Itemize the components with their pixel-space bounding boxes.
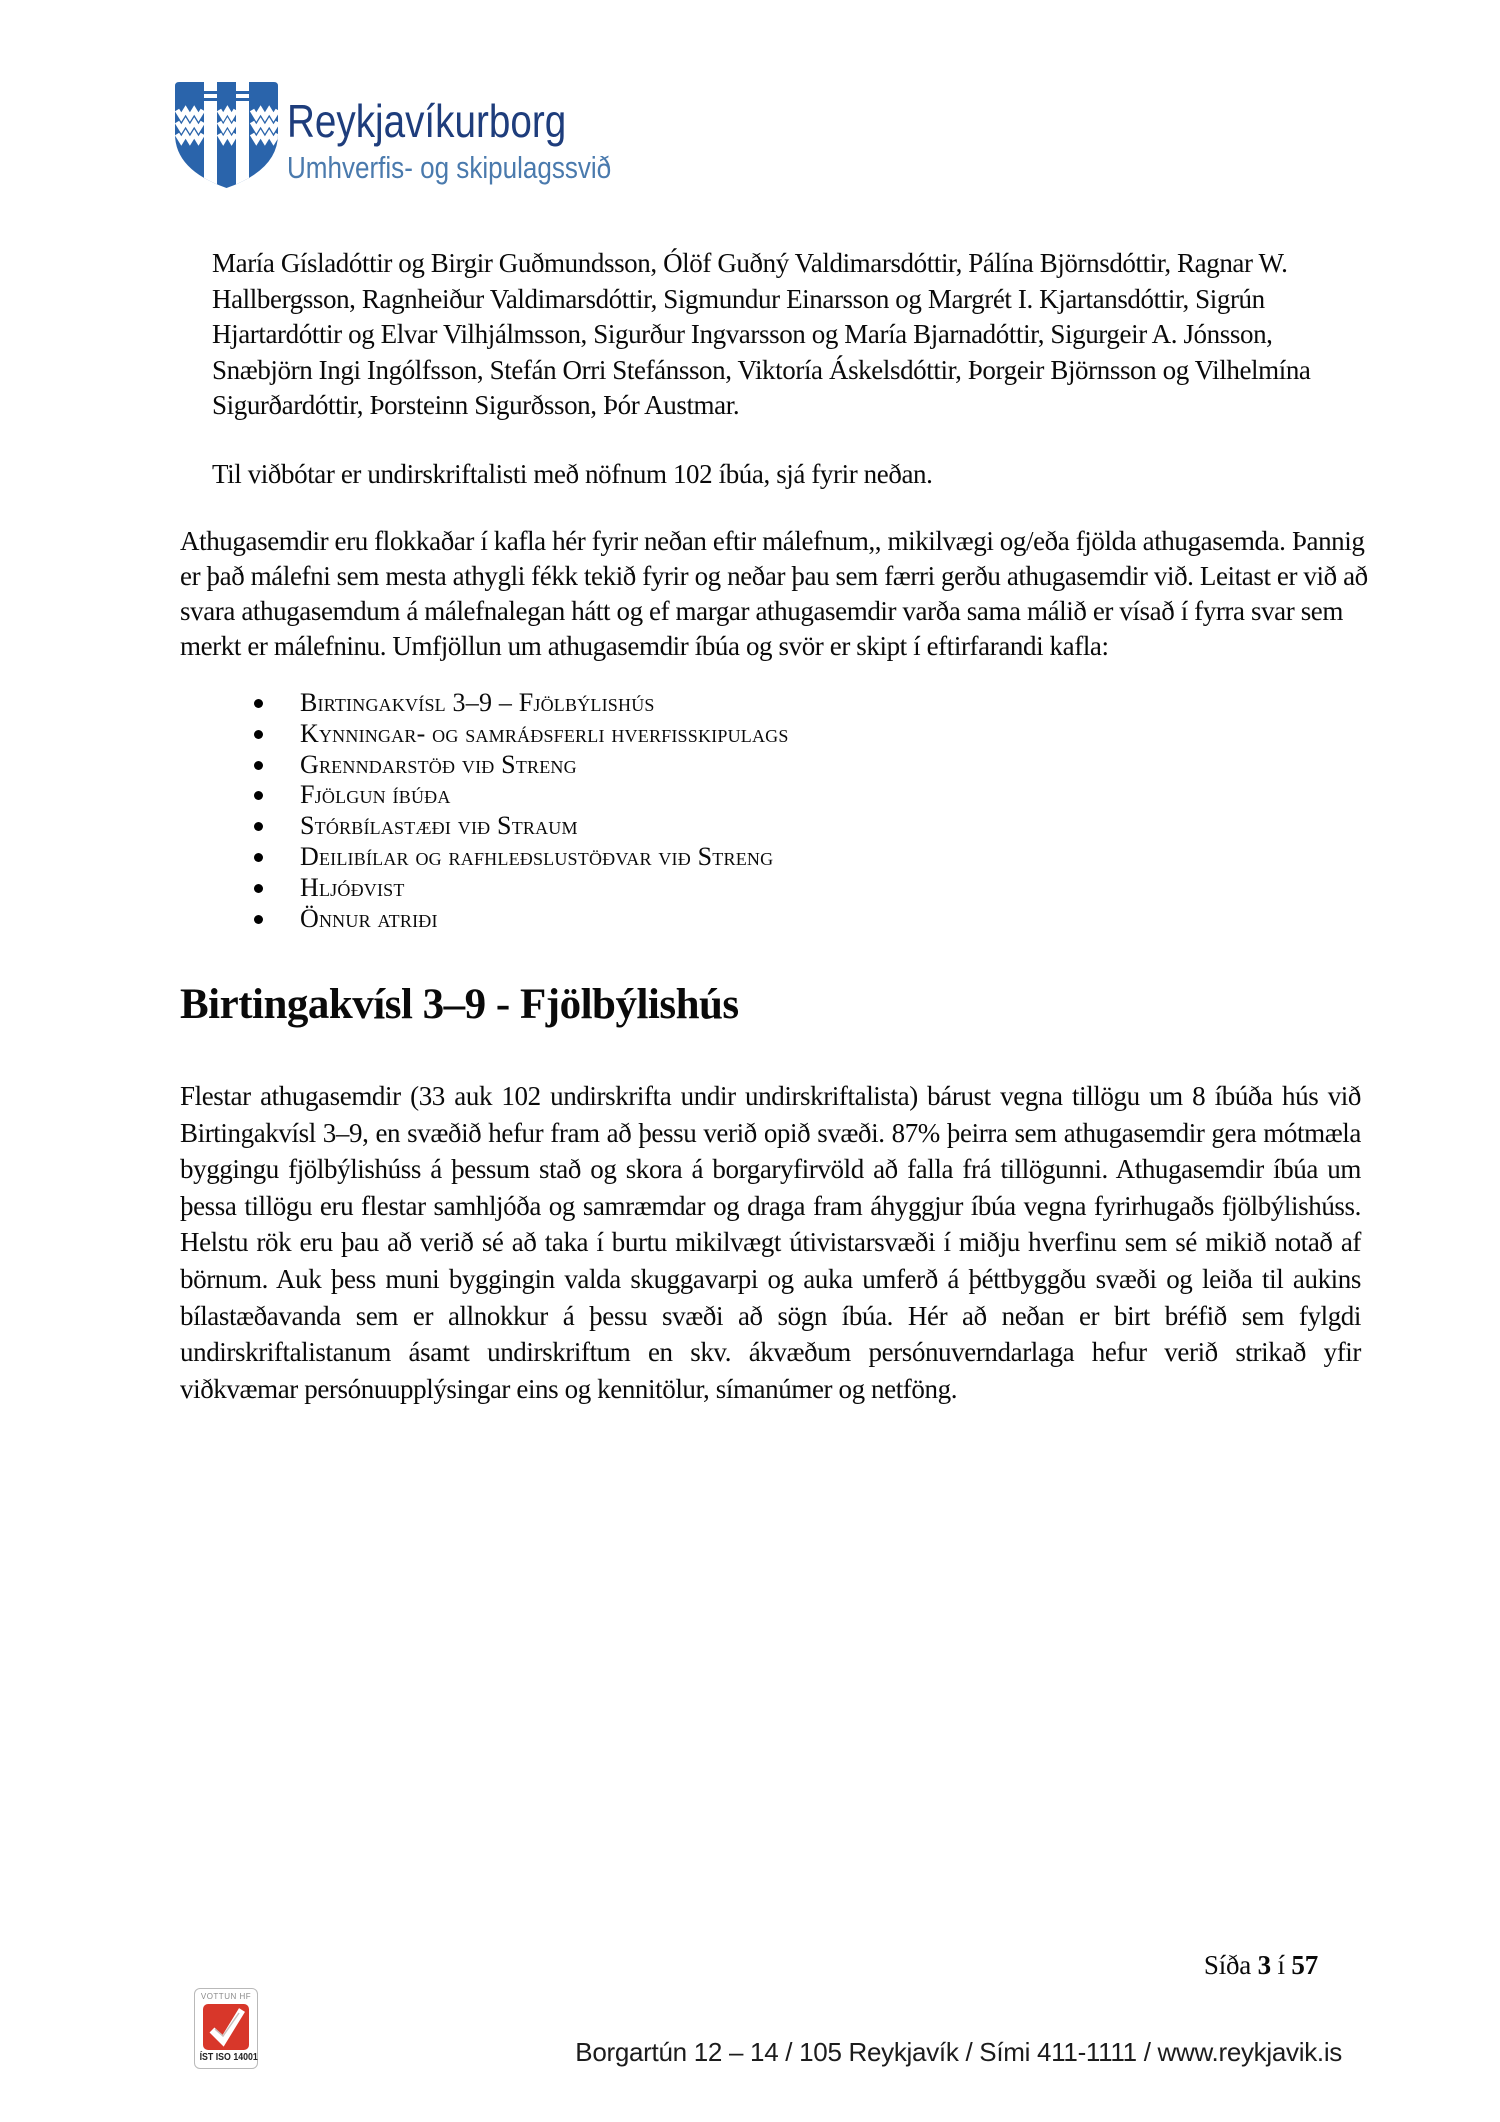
page-number-separator: í <box>1277 1950 1285 1980</box>
reykjavik-logo <box>175 82 673 188</box>
topic-item: Hljóðvist <box>180 873 1180 904</box>
org-department: Umhverfis- og skipulagssvið <box>287 150 612 185</box>
page-number-total: 57 <box>1291 1950 1318 1980</box>
footer-address: Borgartún 12 – 14 / 105 Reykjavík / Sími 411-1111 / www.reykjavik.is <box>575 2037 1342 2067</box>
page-number <box>1204 1950 1318 1981</box>
section-heading: Birtingakvísl 3–9 - Fjölbýlishús <box>180 981 739 1028</box>
names-paragraph: María Gísladóttir og Birgir Guðmundsson, Ólöf Guðný Valdimarsdóttir, Pálína Björnsdóttir, Ragnar W. Hallbergsson, Ragnheiður Valdimarsdóttir, Sigmundur Einarsson og Margrét I. Kjartansdóttir, Sigrún Hjartardóttir og Elvar Vilhjálmsson, Sigurður Ingvarsson og María Bjarnadóttir, Sigurgeir A. Jónsson, Snæbjörn Ingi Ingólfsson, Stefán Orri Stefánsson, Viktoría Áskelsdóttir, Þorgeir Björnsson og Vilhelmína Sigurðardóttir, Þorsteinn Sigurðsson, Þór Austmar. <box>212 248 1311 420</box>
checkmark-icon <box>203 2004 249 2050</box>
topic-item: Kynningar- og samráðsferli hverfisskipulags <box>180 719 1180 750</box>
iso-badge-bottom-label: ÍST ISO 14001 <box>199 2052 258 2063</box>
topic-item: Grenndarstöð við Streng <box>180 750 1180 781</box>
iso-certification-badge <box>194 1988 258 2069</box>
addendum-line: Til viðbótar er undirskriftalisti með nöfnum 102 íbúa, sjá fyrir neðan. <box>212 459 933 489</box>
topic-item: Stórbílastæði við Straum <box>180 811 1180 842</box>
intro-paragraph: Athugasemdir eru flokkaðar í kafla hér fyrir neðan eftir málefnum,, mikilvægi og/eða fjölda athugasemda. Þannig er það málefni sem mesta athygli fékk tekið fyrir og neðar þau sem færri gerðu athugasemdir við. Leitast er við að svara athugasemdum á málefnalegan hátt og ef margar athugasemdir varða sama málið er vísað í fyrra svar sem merkt er málefninu. Umfjöllun um athugasemdir íbúa og svör er skipt í eftirfarandi kafla: <box>180 526 1368 661</box>
topic-item: Fjölgun íbúða <box>180 780 1180 811</box>
logo-text <box>287 82 611 183</box>
section-paragraph: Flestar athugasemdir (33 auk 102 undirskrifta undir undirskriftalista) bárust vegna tillögu um 8 íbúða hús við Birtingakvísl 3–9, en svæðið hefur fram að þessu verið opið svæði. 87% þeirra sem athugasemdir gera mótmæla byggingu fjölbýlishúss á þessum stað og skora á borgaryfirvöld að falla frá tillögunni. Athugasemdir íbúa um þessa tillögu eru flestar samhljóða og samræmdar og draga fram áhyggjur íbúa vegna fyrirhugaðs fjölbýlishúss. Helstu rök eru þau að verið sé að taka í burtu mikilvægt útivistarsvæði í miðju hverfinu sem sé mikið notað af börnum. Auk þess muni byggingin valda skuggavarpi og auka umferð á þéttbyggðu svæði og leiða til aukins bílastæðavanda sem er allnokkur á þessu svæði að sögn íbúa. Hér að neðan er birt bréfið sem fylgdi undirskriftalistanum ásamt undirskriftum en skv. ákvæðum persónuverndarlaga hefur verið strikað yfir viðkvæmar persónuupplýsingar eins og kennitölur, símanúmer og netföng. <box>180 1081 1361 1404</box>
page-number-prefix: Síða <box>1203 1950 1252 1980</box>
iso-badge-top-label: VOTTUN HF <box>200 1992 252 2001</box>
page-number-current: 3 <box>1257 1950 1271 1980</box>
topic-item: Deilibílar og rafhleðslustöðvar við Streng <box>180 842 1180 873</box>
topic-item: Önnur atriði <box>180 904 1180 935</box>
org-name: Reykjavíkurborg <box>287 95 567 147</box>
topics-list <box>180 688 1180 934</box>
reykjavik-coat-of-arms-icon <box>175 82 278 188</box>
topic-item: Birtingakvísl 3–9 – Fjölbýlishús <box>180 688 1180 719</box>
